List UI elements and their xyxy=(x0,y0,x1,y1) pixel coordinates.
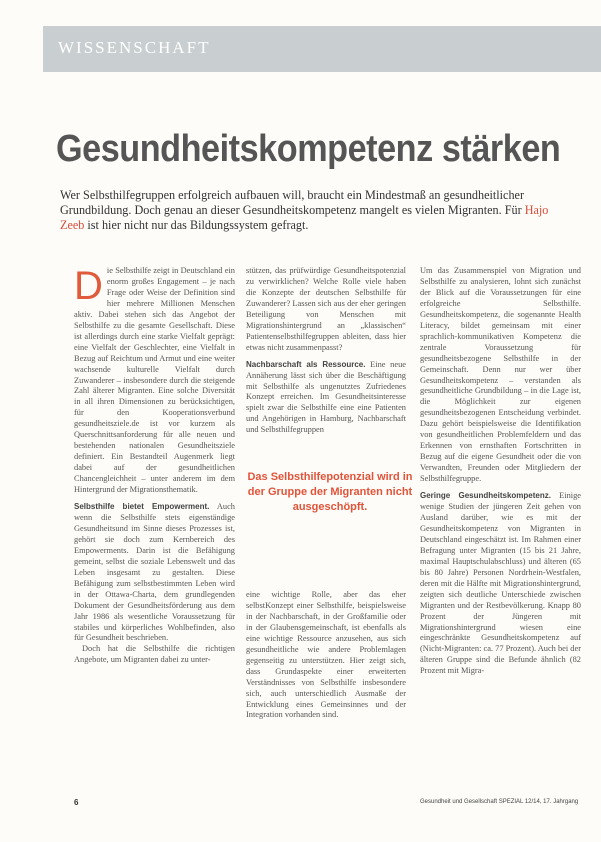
column-1 xyxy=(74,266,235,666)
lead-paragraph xyxy=(60,188,560,233)
author-name: Hajo Zeeb xyxy=(60,203,549,232)
subheading: Geringe Gesundheitskompetenz. xyxy=(420,491,551,501)
paragraph: Um das Zusammenspiel von Migration und Selbsthilfe zu analysieren, lohnt sich zunächst der Blick auf die Voraussetzungen für eine erfolgreiche Selbsthilfe. Gesundheitskompetenz, die sogenannte Health Literacy, bildet gemeinsam mit einer sprachlich-kommunikativen Kompetenz die zentrale Voraussetzung für gesundheitsbezogene Selbsthilfe in der Gemeinschaft. Denn nur wer über Gesundheitskompetenz – verstanden als gesundheitliche Grundbildung – in die Lage ist, die Möglichkeit zur eigenen gesundheitsbezogenen Entscheidung verbindet. Dazu gehört beispielsweise die Identifikation von gesundheitlichen Problemfeldern und das Erkennen von ernsthaften Fortschritten in Bezug auf die eigene Gesundheit oder die von Verwandten, Freunden oder Mitgliedern der Selbsthilfegruppe. xyxy=(420,266,581,484)
pull-quote: Das Selbsthilfepotenzial wird in der Gruppe der Migranten nicht ausgeschöpft. xyxy=(247,471,413,513)
paragraph: eine wichtige Rolle, aber das eher selbstKonzept einer Selbsthilfe, beispielsweise in der Nachbarschaft, in der Großfamilie oder in der Glaubensgemeinschaft, ist ebenfalls als eine wichtige Ressource anzusehen, aus sich gesundheitliche wie andere Problemlagen gegenseitig zu unterstützen. Hier zeigt sich, dass Grundaspekte einer erweiterten Verständnisses von Selbsthilfe insbesondere sich, auch unterschiedlich Ausmaße der Entwicklung eines Gemeinsinnes und der Integration vorhanden sind. xyxy=(246,590,406,720)
lead-text: Wer Selbsthilfegruppen erfolgreich aufbauen will, braucht ein Mindestmaß an gesundheitlicher Grundbildung. Doch genau an dieser Gesundheitskompetenz mangelt es vielen Migranten. Für xyxy=(60,188,525,217)
paragraph: Doch hat die Selbsthilfe die richtigen Angebote, um Migranten dabei zu unter- xyxy=(74,644,235,665)
column-3 xyxy=(420,266,581,677)
section-label: WISSENSCHAFT xyxy=(58,38,211,57)
lead-text-end: ist hier nicht nur das Bildungssystem gefragt. xyxy=(87,218,309,232)
page-number: 6 xyxy=(74,798,79,807)
journal-footer: Gesundheit und Gesellschaft SPEZIAL 12/14, 17. Jahrgang xyxy=(420,799,579,805)
paragraph: Einige wenige Studien der jüngeren Zeit gehen von Ausland darüber, wie es mit der Gesundheitskompetenz von Migranten in Deutschland eingeschätzt ist. Im Rahmen einer Befragung unter Migranten (15 bis 21 Jahre, maximal Hauptschulabschluss) und älteren (65 bis 80 Jahre) Personen Nordrhein-Westfalen, deren mit die Hälfte mit Migrationshintergrund, zeigten sich deutliche Unterschiede zwischen Migranten und der Restbevölkerung. Knapp 80 Prozent der Jüngeren mit Migrationshintergrund wiesen eine eingeschränkte Gesundheitskompetenz auf (Nicht-Migranten: ca. 77 Prozent). Auch bei der älteren Gruppe sind die Befunde ähnlich (82 Prozent mit Migra- xyxy=(420,491,581,676)
subheading: Nachbarschaft als Ressource. xyxy=(246,359,366,369)
headline: Gesundheitskompetenz stärken xyxy=(56,128,561,170)
column-2-continued xyxy=(246,590,406,721)
paragraph: Eine neue Annäherung lässt sich über die Beschäftigung mit Selbsthilfe als ungenutztes Zufriedenes Konzept erreichen. Im Gesundheitsinteresse spielt zwar die Selbsthilfe eine eine Patienten und Angehörigen in Hamburg, Nachbarschaft und Selbsthilfegruppen xyxy=(246,359,406,435)
drop-cap: D xyxy=(74,264,103,308)
paragraph: stützen, das prüfwürdige Gesundheitspotenzial zu verwirklichen? Welche Rolle viele haben die Konzepte der deutschen Selbsthilfe für Zuwanderer? Lassen sich aus der eher geringen Beteiligung von Menschen mit Migrationshintergrund an „klassischen“ Patientenselbsthilfegruppen ableiten, dass hier etwas nicht zusammenpasst? xyxy=(246,266,406,352)
subheading: Selbsthilfe bietet Empowerment. xyxy=(74,502,210,512)
paragraph: ie Selbsthilfe zeigt in Deutschland ein enorm großes Engagement – je nach Frage oder Weise der Definition sind hier mehrere Millionen Menschen aktiv. Dabei stehen sich das Angebot der Selbsthilfe zu die gesamte Gesellschaft. Diese ist allerdings durch eine starke Vielfalt geprägt: eine Vielfalt der Geschlechter, eine Vielfalt in Bezug auf Reichtum und Armut und eine weiter wachsende kulturelle Vielfalt durch Zuwanderer – insbesondere durch die steigende Zahl älterer Migranten. Eine solche Diversität in all ihren Dimensionen zu berücksichtigen, für den Kooperationsverbund gesundheitsziele.de ist vor kurzem als Querschnittsanforderung für alle neuen und bestehenden nationalen Gesundheitsziele definiert. Ein Bestandteil Augenmerk liegt dabei auf der gesundheitlichen Chancengleichheit – unter anderem im dem Hintergrund der Migrationsthematik. xyxy=(74,266,235,495)
column-2 xyxy=(246,266,406,436)
paragraph: Auch wenn die Selbsthilfe stets eigenständige Gesundheitsund im Sinne dieses Prozesses ist, gehört sie doch zum Kernbereich des Empowerments. Darin ist die Befähigung gemeint, selbst die soziale Lebenswelt und das Leben insgesamt zu gestalten. Diese Befähigung zum selbstbestimmten Leben wird in der Ottawa-Charta, dem grundlegenden Dokument der Gesundheitsförderung aus dem Jahr 1986 als wesentliche Voraussetzung für stabiles und körperliches Wohlbefinden, also für Gesundheit beschrieben. xyxy=(74,502,235,643)
